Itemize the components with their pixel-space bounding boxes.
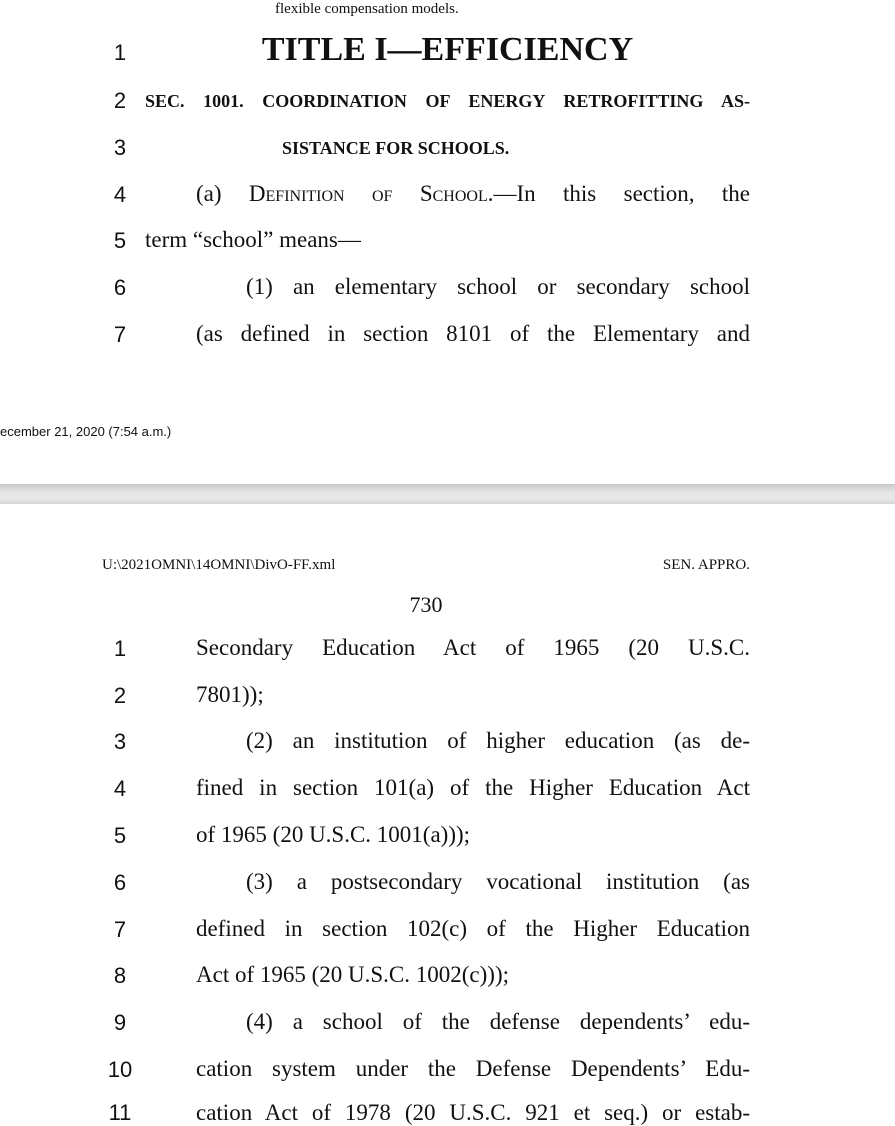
text-line: (2) an institution of higher education (as de-	[246, 728, 750, 753]
text-line: Secondary Education Act of 1965 (20 U.S.C.	[196, 635, 750, 660]
document-page-1	[0, 0, 895, 484]
line-number: 6	[113, 870, 127, 895]
page-footer-date: ecember 21, 2020 (7:54 a.m.)	[0, 424, 172, 439]
section-heading-line: SEC. 1001. COORDINATION OF ENERGY RETROFITTING AS-	[145, 91, 750, 111]
line-number: 10	[107, 1057, 133, 1082]
page-header-committee: SEN. APPRO.	[662, 557, 750, 573]
text-line: 7801));	[196, 682, 264, 707]
line-number: 8	[113, 963, 127, 988]
text-line: Act of 1965 (20 U.S.C. 1002(c)));	[196, 962, 510, 987]
line-number: 3	[113, 729, 127, 754]
text-line: defined in section 102(c) of the Higher Education	[196, 916, 750, 941]
page-top-cutoff-text: flexible compensation models.	[275, 1, 459, 17]
section-heading-line: SISTANCE FOR SCHOOLS.	[282, 138, 510, 158]
line-number: 7	[113, 322, 127, 347]
line-number: 2	[113, 88, 127, 113]
text-line	[196, 181, 750, 207]
line-number: 7	[113, 917, 127, 942]
line-number: 5	[113, 228, 127, 253]
page-number: 730	[409, 592, 443, 617]
line-number: 5	[113, 823, 127, 848]
line-number: 1	[113, 40, 127, 65]
text-line: cation Act of 1978 (20 U.S.C. 921 et seq.) or estab-	[196, 1100, 750, 1125]
text-line: (3) a postsecondary vocational institution (as	[246, 869, 750, 894]
page-header-file-path: U:\2021OMNI\14OMNI\DivO-FF.xml	[102, 557, 336, 573]
text-line: fined in section 101(a) of the Higher Education Act	[196, 775, 750, 800]
text-line: (as defined in section 8101 of the Elementary and	[196, 321, 750, 346]
text-line: cation system under the Defense Dependents’ Edu-	[196, 1056, 750, 1081]
line-number: 9	[113, 1010, 127, 1035]
text-line: of 1965 (20 U.S.C. 1001(a)));	[196, 822, 471, 847]
cut-off-line	[0, 1098, 895, 1125]
subsection-prefix: (a)	[196, 181, 249, 206]
line-number: 3	[113, 135, 127, 160]
title-heading: TITLE I—EFFICIENCY	[261, 31, 634, 68]
subsection-heading: Definition of School	[248, 181, 488, 206]
line-number: 11	[108, 1100, 132, 1125]
text-line: (4) a school of the defense dependents’ edu-	[246, 1009, 750, 1034]
line-number: 2	[113, 683, 127, 708]
line-number: 6	[113, 275, 127, 300]
text-line-rest: .—In this section, the	[487, 181, 751, 206]
line-number: 4	[113, 182, 127, 207]
line-number: 4	[113, 776, 127, 801]
text-line: (1) an elementary school or secondary school	[246, 274, 750, 299]
line-number: 1	[113, 636, 127, 661]
page-separator	[0, 484, 895, 504]
text-line: term “school” means—	[145, 227, 361, 252]
